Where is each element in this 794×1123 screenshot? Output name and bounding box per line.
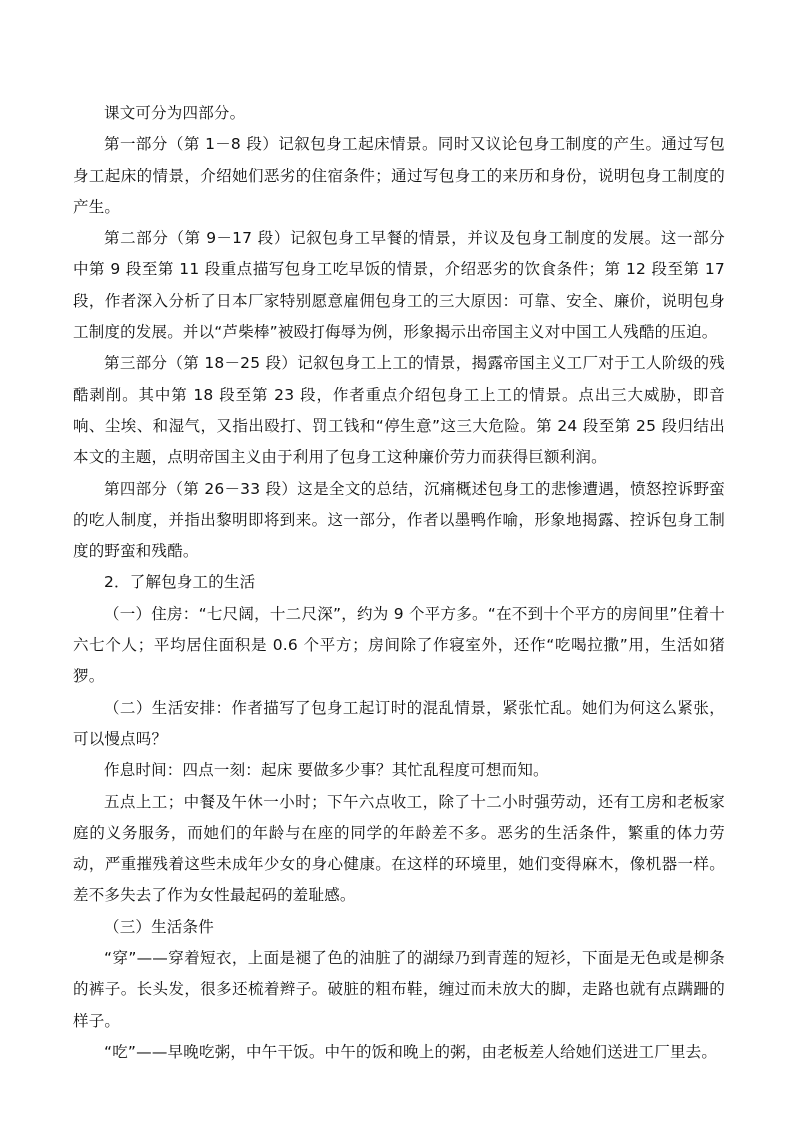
paragraph-housing: （一）住房：“七尺阔，十二尺深”，约为 9 个平方多。“在不到十个平方的房间里”住着十六七个人；平均居住面积是 0.6 个平方；房间除了作寝室外，还作“吃喝拉撒”用，生活如猪猡。 (73, 604, 725, 686)
document-body (73, 98, 725, 1068)
paragraph-rest-time: 作息时间：四点一刻：起床 要做多少事？其忙乱程度可想而知。 (104, 761, 549, 780)
paragraph-clothing: “穿”——穿着短衣，上面是褪了色的油脏了的湖绿乃到青莲的短衫，下面是无色或是柳条的裤子。长头发，很多还梳着辫子。破脏的粗布鞋，缠过而未放大的脚，走路也就有点蹒跚的样子。 (73, 949, 725, 1030)
paragraph-work-hours: 五点上工；中餐及午休一小时；下午六点收工，除了十二小时强劳动，还有工房和老板家庭的义务服务，而她们的年龄与在座的同学的年龄差不多。恶劣的生活条件，繁重的体力劳动，严重摧残着这些未成年少女的身心健康。在这样的环境里，她们变得麻木，像机器一样。差不多失去了作为女性最起码的羞耻感。 (73, 792, 725, 905)
paragraph-schedule: （二）生活安排：作者描写了包身工起订时的混乱情景，紧张忙乱。她们为何这么紧张，可以慢点吗？ (73, 698, 725, 748)
paragraph-part-three: 第三部分（第 18－25 段）记叙包身工上工的情景，揭露帝国主义工厂对于工人阶级的残酷剥削。其中第 18 段至第 23 段，作者重点介绍包身工上工的情景。点出三大威胁，即音响、尘埃、和湿气，又指出殴打、罚工钱和“停生意”这三大危险。第 24 段至第 25 段归结出本文的主题，点明帝国主义由于利用了包身工这种廉价劳力而获得巨额利润。 (73, 354, 725, 467)
paragraph-food: “吃”——早晚吃粥，中午干饭。中午的饭和晚上的粥，由老板差人给她们送进工厂里去。 (104, 1042, 718, 1061)
paragraph-part-two: 第二部分（第 9－17 段）记叙包身工早餐的情景，并议及包身工制度的发展。这一部分中第 9 段至第 11 段重点描写包身工吃早饭的情景，介绍恶劣的饮食条件；第 12 段至第 17 段，作者深入分析了日本厂家特别愿意雇佣包身工的三大原因：可靠、安全、廉价，说明包身工制度的发展。并以“芦柴棒”被殴打侮辱为例，形象揭示出帝国主义对中国工人残酷的压迫。 (73, 229, 725, 342)
paragraph-part-four: 第四部分（第 26－33 段）这是全文的总结，沉痛概述包身工的悲惨遭遇，愤怒控诉野蛮的吃人制度，并指出黎明即将到来。这一部分，作者以墨鸭作喻，形象地揭露、控诉包身工制度的野蛮和残酷。 (73, 479, 725, 561)
section-heading-life: 2．了解包身工的生活 (104, 573, 256, 592)
paragraph-part-one: 第一部分（第 1－8 段）记叙包身工起床情景。同时又议论包身工制度的产生。通过写包身工起床的情景，介绍她们恶劣的住宿条件；通过写包身工的来历和身份，说明包身工制度的产生。 (73, 135, 725, 216)
paragraph-intro: 课文可分为四部分。 (104, 104, 246, 122)
subheading-living-conditions: （三）生活条件 (104, 917, 214, 936)
